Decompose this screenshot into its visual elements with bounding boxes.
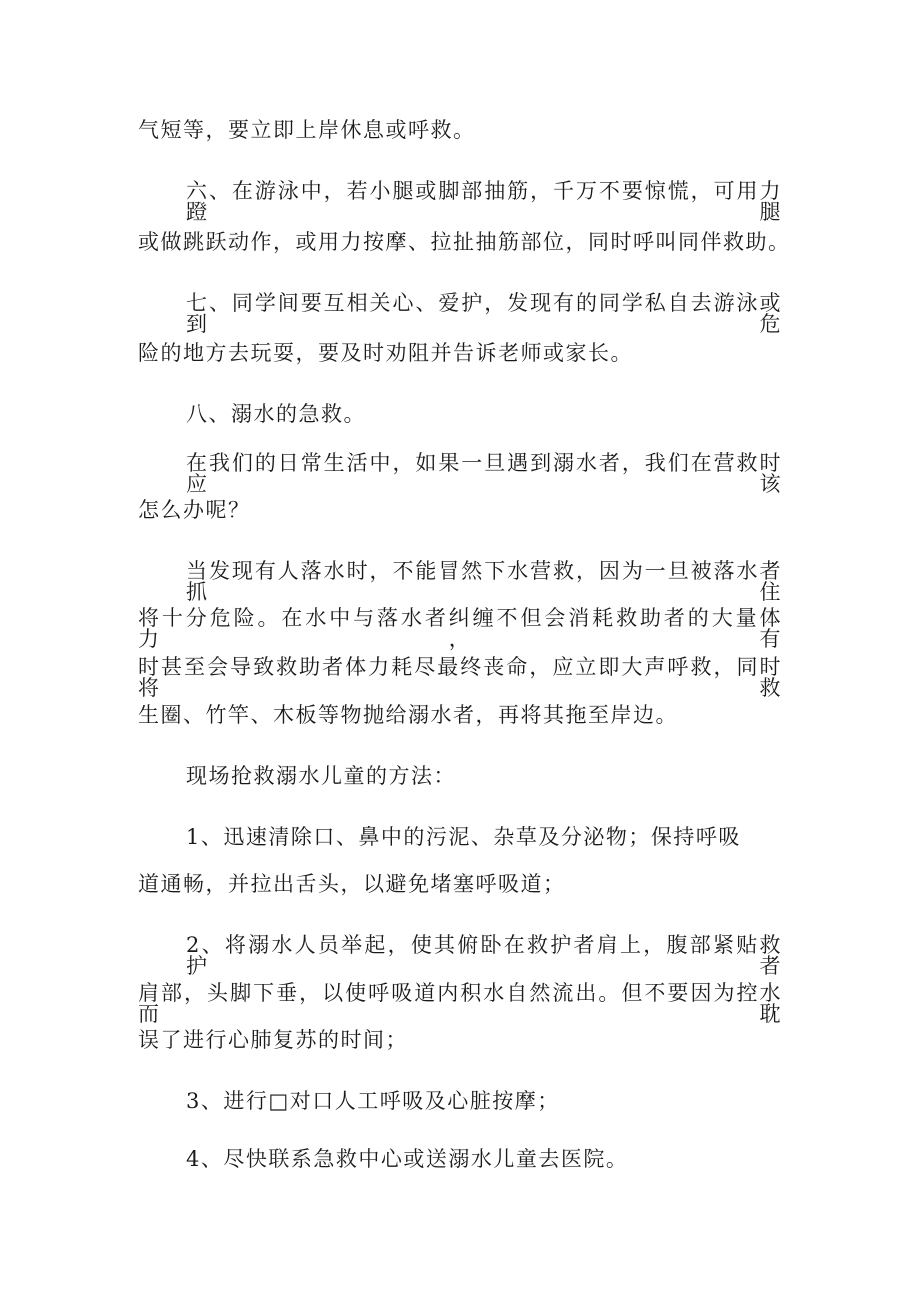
text-line: 3、进行□对口人工呼吸及心脏按摩； (186, 1089, 560, 1113)
text-line: 现场抢救溺水儿童的方法： (186, 764, 456, 788)
text-line: 生圈、竹竿、木板等物抛给溺水者，再将其拖至岸边。 (138, 703, 678, 727)
text-line: 八、溺水的急救。 (186, 402, 366, 426)
text-line: 肩部，头脚下垂，以使呼吸道内积水自然流出。但不要因为控水而耽 (138, 981, 782, 1026)
text-line: 道通畅，并拉出舌头，以避免堵塞呼吸道； (138, 872, 566, 896)
text-line: 4、尽快联系急救中心或送溺水儿童去医院。 (186, 1147, 629, 1171)
text-line: 误了进行心肺复苏的时间； (138, 1028, 408, 1052)
text-line: 怎么办呢？ (138, 498, 251, 522)
text-line: 六、在游泳中，若小腿或脚部抽筋，千万不要惊慌，可用力蹬腿 (186, 179, 782, 224)
text-line: 气短等，要立即上岸休息或呼救。 (138, 118, 476, 142)
text-line: 2、将溺水人员举起，使其俯卧在救护者肩上，腹部紧贴救护者 (186, 933, 782, 978)
text-line: 险的地方去玩耍，要及时劝阻并告诉老师或家长。 (138, 341, 633, 365)
text-line: 或做跳跃动作，或用力按摩、拉扯抽筋部位，同时呼叫同伴救助。 (138, 230, 791, 254)
text-line: 时甚至会导致救助者体力耗尽最终丧命，应立即大声呼救，同时将救 (138, 655, 782, 700)
text-line: 当发现有人落水时，不能冒然下水营救，因为一旦被落水者抓住 (186, 559, 782, 604)
text-line: 在我们的日常生活中，如果一旦遇到溺水者，我们在营救时应该 (186, 451, 782, 496)
text-line: 1、迅速清除口、鼻中的污泥、杂草及分泌物；保持呼吸 (186, 825, 741, 849)
text-line: 将十分危险。在水中与落水者纠缠不但会消耗救助者的大量体力，有 (138, 606, 782, 651)
text-line: 七、同学间要互相关心、爱护，发现有的同学私自去游泳或到危 (186, 291, 782, 336)
